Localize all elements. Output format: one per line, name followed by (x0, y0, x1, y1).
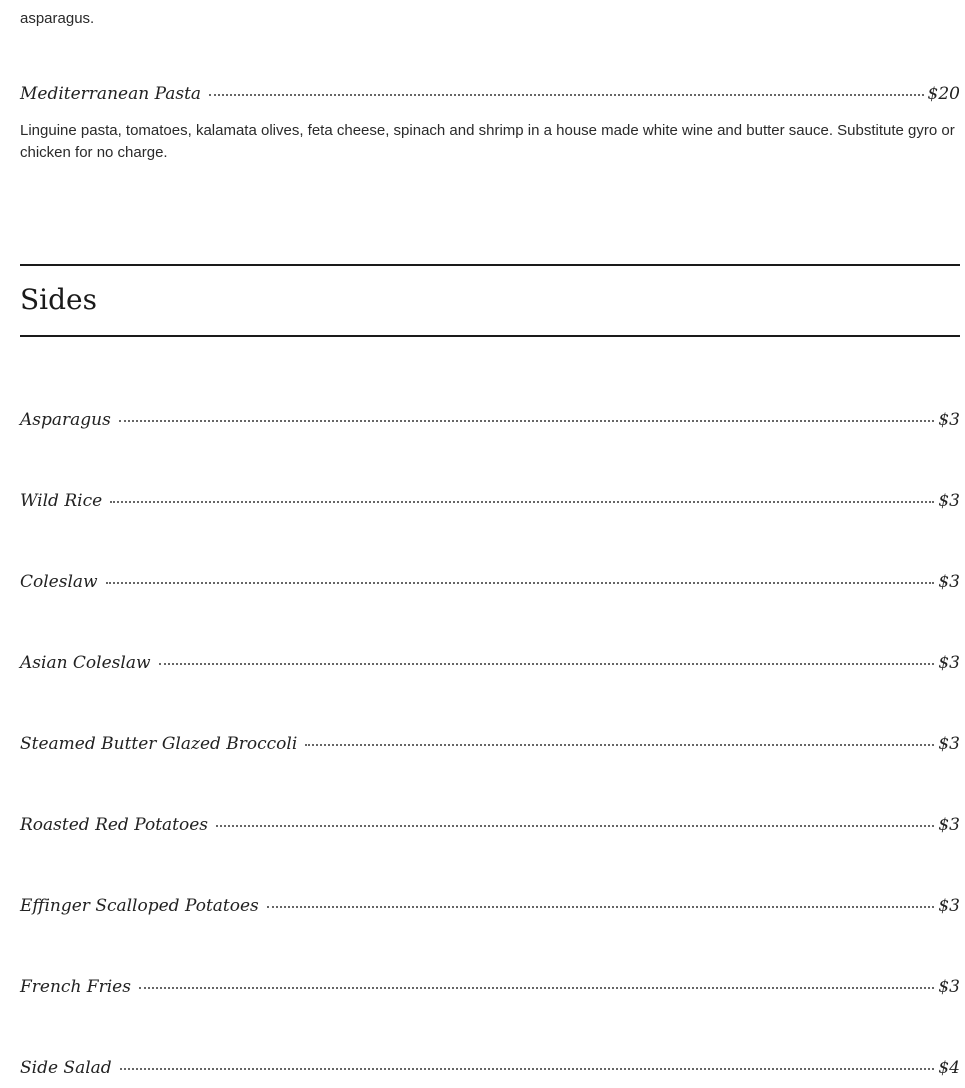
side-item-price: $3 (938, 572, 960, 592)
side-item-french-fries (20, 975, 960, 999)
side-item-name: Asian Coleslaw (20, 653, 151, 673)
side-item-name: Coleslaw (20, 572, 98, 592)
side-item-price: $4 (938, 1058, 960, 1078)
menu-item-name: Mediterranean Pasta (20, 84, 202, 104)
dot-leader (139, 987, 934, 989)
previous-item-description-tail: asparagus. (20, 10, 95, 27)
dot-leader (267, 906, 935, 908)
side-item-price: $3 (938, 410, 960, 430)
side-item-asparagus (20, 408, 960, 432)
side-item-roasted-red-potatoes (20, 813, 960, 837)
side-item-price: $3 (938, 734, 960, 754)
dot-leader (305, 744, 934, 746)
side-item-name: Side Salad (20, 1058, 112, 1078)
side-item-name: Asparagus (20, 410, 111, 430)
section-divider-top (20, 264, 960, 266)
side-item-name: Steamed Butter Glazed Broccoli (20, 734, 298, 754)
side-item-name: Effinger Scalloped Potatoes (20, 896, 259, 916)
dot-leader (120, 1068, 935, 1070)
side-item-asian-coleslaw (20, 651, 960, 675)
side-item-wild-rice (20, 489, 960, 513)
side-item-scalloped-potatoes (20, 894, 960, 918)
dot-leader (119, 420, 935, 422)
section-title-sides: Sides (20, 283, 97, 316)
side-item-price: $3 (938, 815, 960, 835)
side-item-price: $3 (938, 653, 960, 673)
side-item-price: $3 (938, 977, 960, 997)
menu-item-price: $20 (927, 84, 960, 104)
section-divider-bottom (20, 335, 960, 337)
dot-leader (159, 663, 935, 665)
previous-item-description (20, 0, 960, 30)
side-item-price: $3 (938, 896, 960, 916)
dot-leader (209, 94, 923, 96)
menu-item-mediterranean-pasta (20, 82, 960, 106)
dot-leader (216, 825, 934, 827)
side-item-name: Roasted Red Potatoes (20, 815, 209, 835)
menu-item-description: Linguine pasta, tomatoes, kalamata olives, feta cheese, spinach and shrimp in a house made white wine and butter sauce. Substitute gyro or chicken for no charge. (20, 122, 955, 161)
side-item-name: French Fries (20, 977, 131, 997)
side-item-coleslaw (20, 570, 960, 594)
dot-leader (106, 582, 935, 584)
dot-leader (110, 501, 934, 503)
side-item-name: Wild Rice (20, 491, 103, 511)
side-item-steamed-broccoli (20, 732, 960, 756)
side-item-side-salad (20, 1056, 960, 1080)
side-item-price: $3 (938, 491, 960, 511)
